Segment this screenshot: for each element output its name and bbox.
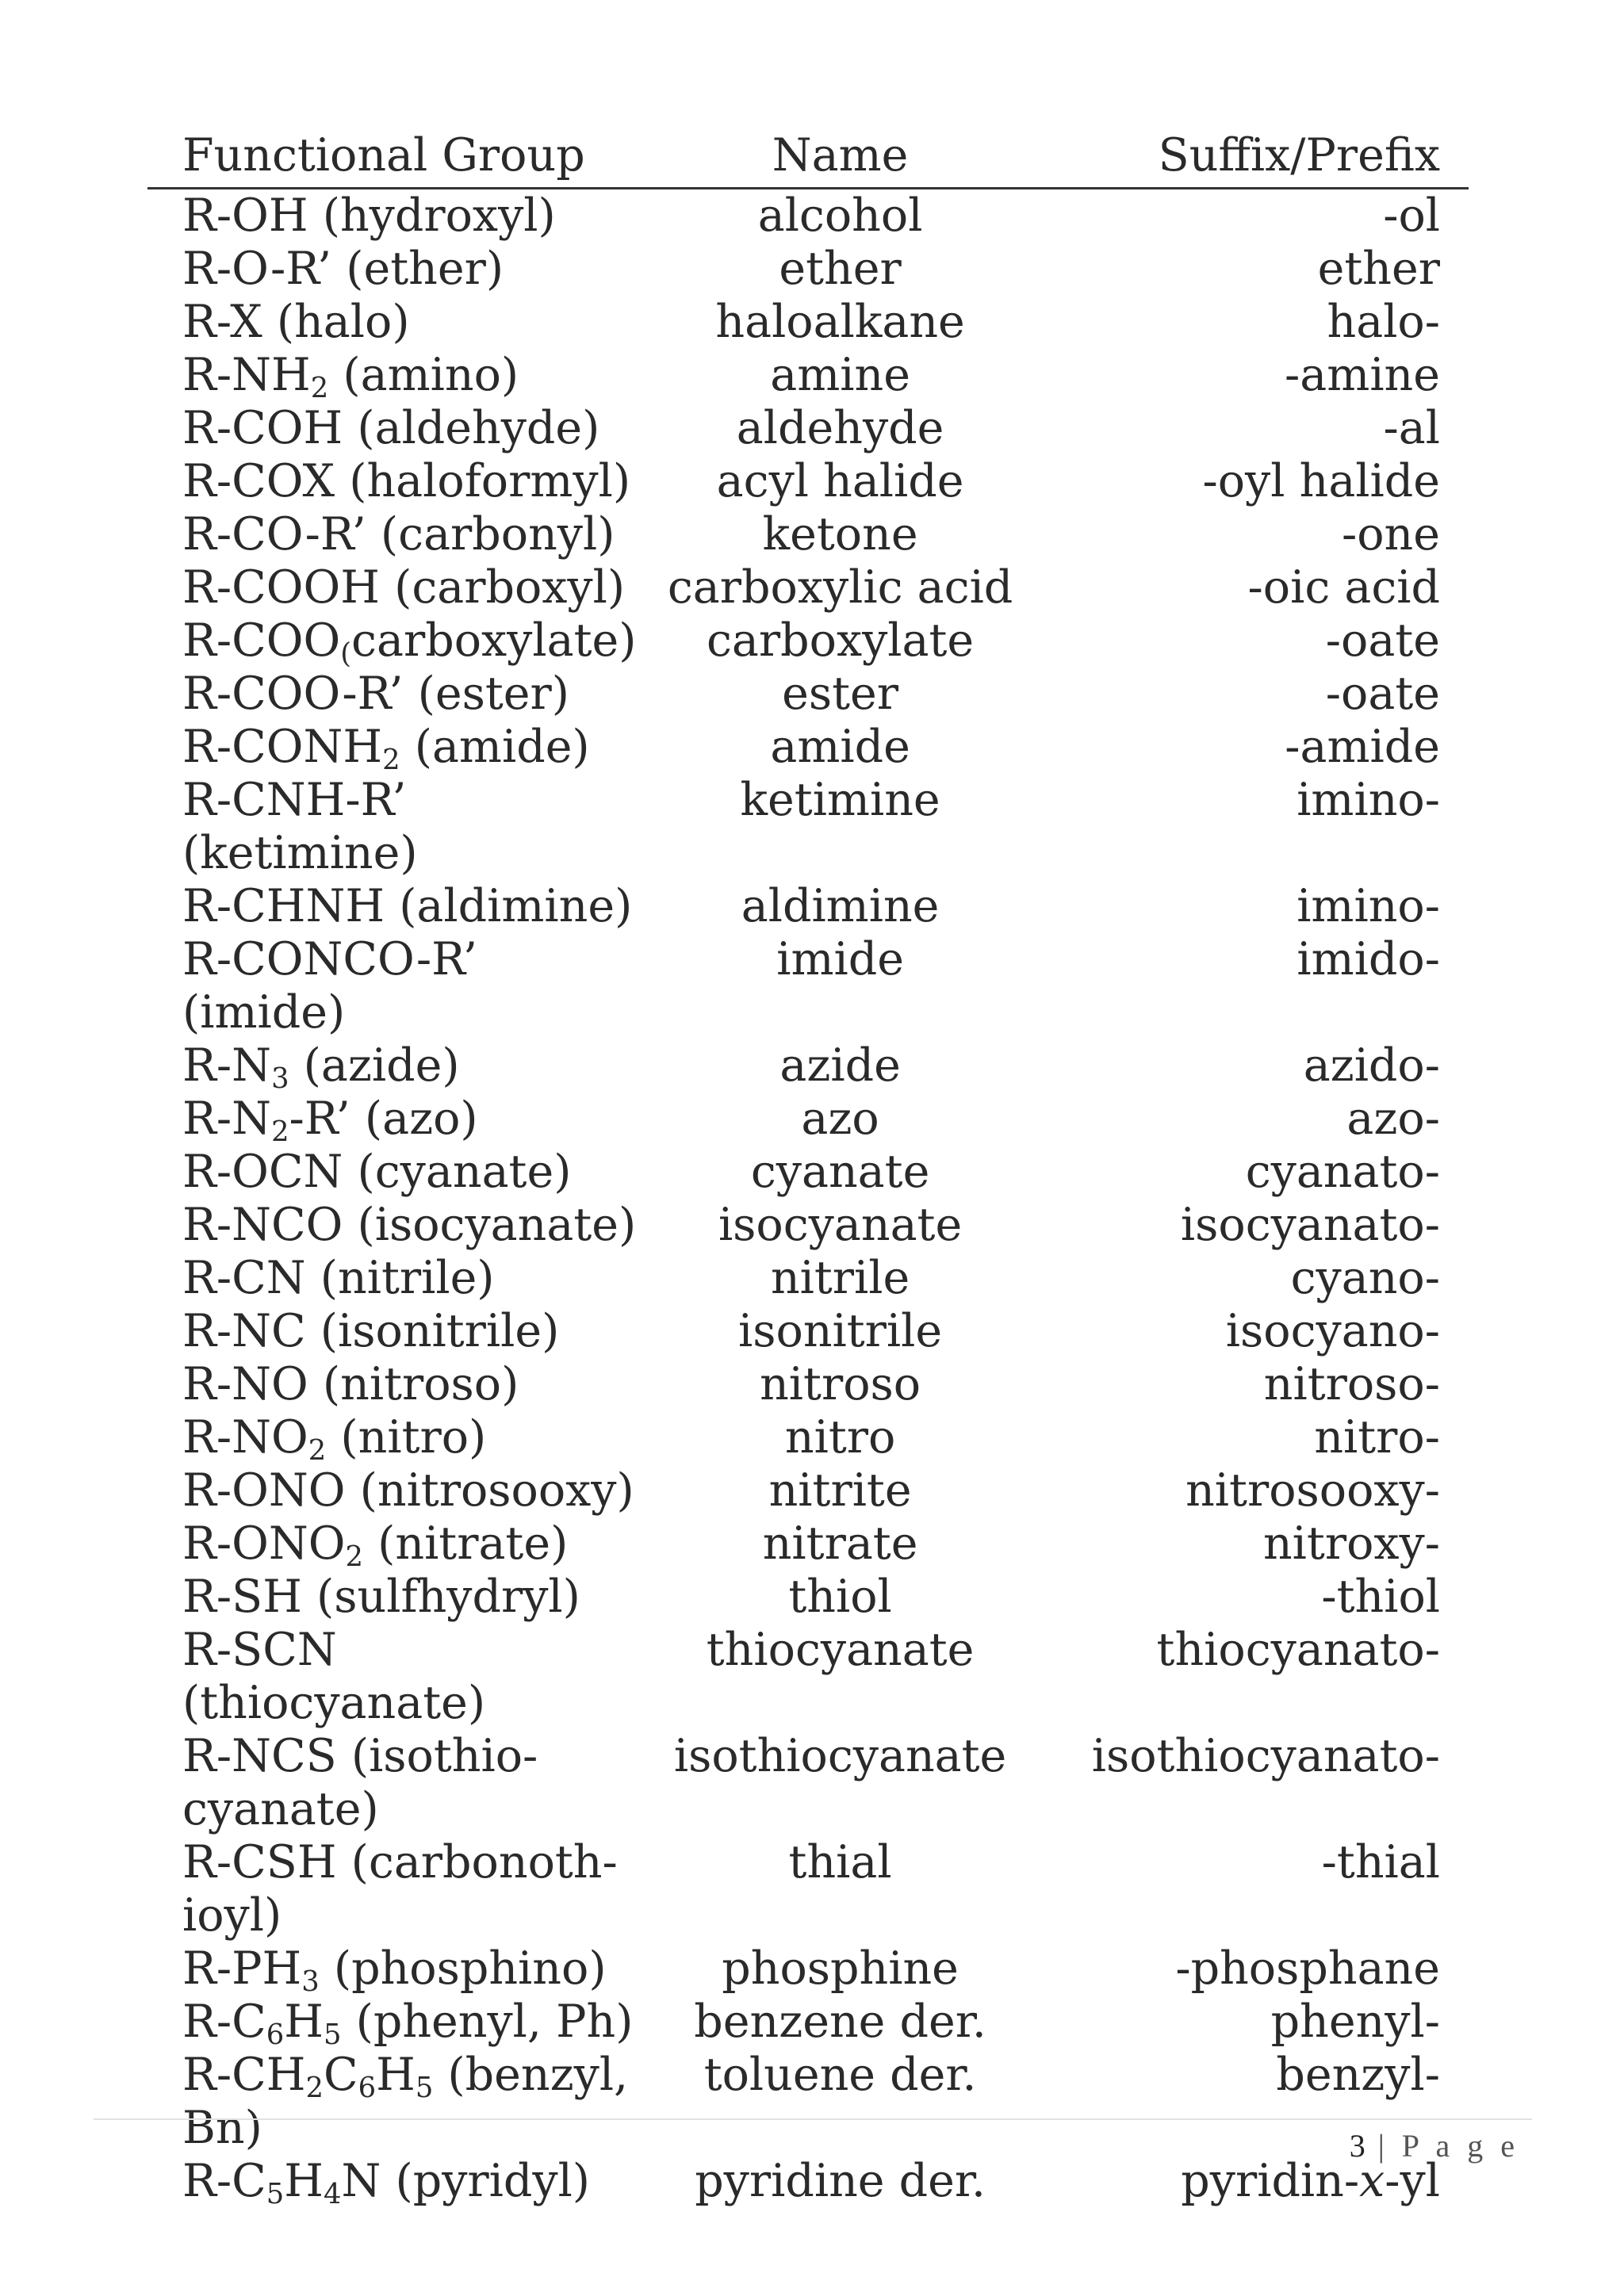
functional-group-table — [147, 126, 1469, 2208]
functional-group-cell: R-COO-R’ (ester) — [182, 668, 569, 720]
name-cell: nitrile — [770, 1252, 910, 1304]
affix-cell: imino- — [1297, 880, 1440, 932]
affix-cell: cyano- — [1290, 1252, 1440, 1304]
name-cell: phosphine — [722, 1942, 959, 1995]
table-row — [147, 1358, 1469, 1411]
table-row — [147, 349, 1469, 402]
name-cell: ketimine — [740, 774, 940, 826]
table-row — [147, 243, 1469, 296]
affix-cell: -ol — [1383, 189, 1440, 242]
table-row — [147, 668, 1469, 721]
functional-group-cell: $R-ONO_2$ (nitrate) — [182, 1517, 569, 1573]
name-cell: thiol — [788, 1571, 892, 1623]
name-cell: nitrite — [768, 1464, 912, 1517]
name-cell: isonitrile — [738, 1305, 943, 1357]
name-cell: aldehyde — [736, 402, 944, 454]
affix-cell: thiocyanato- — [1156, 1624, 1440, 1676]
name-cell: azide — [779, 1039, 901, 1092]
column-header-name: Name — [650, 126, 1029, 189]
table-row — [147, 1730, 1469, 1836]
table-row — [147, 2049, 1469, 2155]
functional-group-cell: $R-NH_2$ (amino) — [182, 349, 519, 404]
affix-cell: nitroxy- — [1262, 1517, 1440, 1570]
table-row — [147, 1836, 1469, 1942]
table-row — [147, 1996, 1469, 2049]
affix-cell: imido- — [1297, 933, 1440, 985]
name-cell: amine — [770, 349, 910, 401]
functional-group-cell: $R-PH_3$ (phosphino) — [182, 1942, 607, 1998]
affix-cell: -al — [1383, 402, 1440, 454]
functional-group-cell: R-O-R’ (ether) — [182, 243, 504, 295]
affix-cell: pyridin-x-yl — [1181, 2155, 1440, 2207]
functional-group-cell: R-NCO (isocyanate) — [182, 1199, 637, 1251]
affix-cell: benzyl- — [1276, 2049, 1440, 2101]
affix-cell: -oyl halide — [1202, 455, 1440, 507]
page-footer — [1350, 2127, 1519, 2164]
affix-cell: -oic acid — [1247, 561, 1440, 614]
functional-group-cell: R-NC (isonitrile) — [182, 1305, 560, 1357]
affix-cell: -one — [1341, 508, 1440, 561]
column-header-functional-group: Functional Group — [147, 126, 650, 189]
affix-cell: -phosphane — [1175, 1942, 1440, 1995]
affix-cell: cyanato- — [1245, 1146, 1440, 1198]
functional-group-cell: R-CN (nitrile) — [182, 1252, 495, 1304]
name-cell: thiocyanate — [706, 1624, 975, 1676]
functional-group-cell: R-SH (sulfhydryl) — [182, 1571, 580, 1623]
functional-group-cell: R-SCN (thiocyanate) — [182, 1624, 486, 1729]
table-row — [147, 1146, 1469, 1199]
affix-cell: nitroso- — [1263, 1358, 1440, 1410]
table-row — [147, 1093, 1469, 1146]
column-header-suffix-prefix: Suffix/Prefix — [1030, 126, 1469, 189]
table-row — [147, 2155, 1469, 2208]
name-cell: nitrate — [762, 1517, 918, 1570]
affix-cell: azido- — [1303, 1039, 1440, 1092]
affix-cell: isothiocyanato- — [1091, 1730, 1440, 1782]
functional-group-cell: $R-NO_2$ (nitro) — [182, 1411, 487, 1467]
functional-group-cell: $R-N_2-R$’ (azo) — [182, 1093, 478, 1148]
name-cell: acyl halide — [716, 455, 964, 507]
affix-cell: isocyano- — [1225, 1305, 1440, 1357]
name-cell: toluene der. — [703, 2049, 977, 2101]
name-cell: ketone — [762, 508, 918, 561]
name-cell: carboxylic acid — [667, 561, 1013, 614]
table-row — [147, 614, 1469, 668]
affix-cell: -oate — [1325, 614, 1440, 667]
functional-group-cell: R-COOH (carboxyl) — [182, 561, 626, 614]
name-cell: ether — [779, 243, 902, 295]
name-cell: imide — [776, 933, 904, 985]
table-header-row — [147, 126, 1469, 189]
table-row — [147, 1252, 1469, 1305]
affix-cell: -thial — [1321, 1836, 1440, 1888]
page-number: 3 — [1349, 2128, 1365, 2164]
name-cell: isocyanate — [718, 1199, 963, 1251]
functional-group-cell: R-CHNH (aldimine) — [182, 880, 633, 932]
name-cell: benzene der. — [694, 1996, 986, 2048]
footer-separator: | — [1377, 2128, 1389, 2164]
affix-cell: isocyanato- — [1180, 1199, 1440, 1251]
table-row — [147, 296, 1469, 349]
table-row — [147, 774, 1469, 880]
functional-group-cell: R-OH (hydroxyl) — [182, 189, 556, 242]
table-row — [147, 402, 1469, 455]
affix-cell: nitrosooxy- — [1185, 1464, 1440, 1517]
table-row — [147, 455, 1469, 508]
name-cell: azo — [801, 1093, 879, 1145]
name-cell: alcohol — [757, 189, 923, 242]
functional-group-cell: R-CO-R’ (carbonyl) — [182, 508, 615, 561]
table-row — [147, 1305, 1469, 1358]
functional-group-cell: R-NO (nitroso) — [182, 1358, 519, 1410]
table-row — [147, 880, 1469, 933]
name-cell: nitroso — [760, 1358, 921, 1410]
affix-cell: -oate — [1325, 668, 1440, 720]
functional-group-cell: R-COH (aldehyde) — [182, 402, 600, 454]
functional-group-cell: R-CNH-R’ (ketimine) — [182, 774, 418, 879]
functional-group-cell: $R-CH_2C_6H_5$ (benzyl, Bn) — [182, 2049, 629, 2154]
functional-group-cell: $R-CONH_2$ (amide) — [182, 721, 590, 776]
name-cell: ester — [782, 668, 899, 720]
table-row — [147, 1464, 1469, 1517]
name-cell: pyridine der. — [695, 2155, 986, 2207]
table-row — [147, 1942, 1469, 1996]
table-row — [147, 189, 1469, 243]
functional-group-cell: $R-C_6H_5$ (phenyl, Ph) — [182, 1996, 634, 2051]
functional-group-cell: R-NCS (isothio- cyanate) — [182, 1730, 538, 1835]
functional-group-cell: R-CSH (carbonoth- ioyl) — [182, 1836, 618, 1942]
affix-cell: ether — [1317, 243, 1440, 295]
functional-group-cell: $R-C_5H_4N$ (pyridyl) — [182, 2155, 591, 2210]
affix-cell: -amide — [1285, 721, 1440, 773]
table-row — [147, 1517, 1469, 1571]
name-cell: cyanate — [750, 1146, 930, 1198]
functional-group-cell: $R-COO_(carboxylate$) — [182, 614, 637, 670]
table-body — [147, 189, 1469, 2209]
name-cell: aldimine — [741, 880, 940, 932]
affix-cell: nitro- — [1314, 1411, 1440, 1464]
functional-group-cell: R-CONCO-R’ (imide) — [182, 933, 478, 1039]
functional-group-cell: R-OCN (cyanate) — [182, 1146, 572, 1198]
name-cell: thial — [788, 1836, 892, 1888]
affix-cell: -thiol — [1321, 1571, 1440, 1623]
table-row — [147, 1411, 1469, 1464]
affix-cell: phenyl- — [1270, 1996, 1440, 2048]
affix-cell: azo- — [1346, 1093, 1440, 1145]
page-label: P a g e — [1401, 2128, 1519, 2164]
affix-cell: halo- — [1327, 296, 1440, 348]
table-row — [147, 561, 1469, 614]
affix-cell: -amine — [1285, 349, 1440, 401]
functional-group-cell: R-ONO (nitrosooxy) — [182, 1464, 634, 1517]
table-row — [147, 721, 1469, 774]
functional-group-cell: $R-N_3$ (azide) — [182, 1039, 460, 1095]
footer-divider — [94, 2118, 1532, 2120]
table-row — [147, 933, 1469, 1039]
affix-cell: imino- — [1297, 774, 1440, 826]
name-cell: isothiocyanate — [673, 1730, 1007, 1782]
table-row — [147, 508, 1469, 561]
table-row — [147, 1039, 1469, 1093]
functional-group-cell: R-COX (haloformyl) — [182, 455, 631, 507]
name-cell: nitro — [784, 1411, 896, 1464]
name-cell: carboxylate — [707, 614, 975, 667]
table-row — [147, 1199, 1469, 1252]
table-row — [147, 1624, 1469, 1730]
name-cell: amide — [770, 721, 910, 773]
name-cell: haloalkane — [715, 296, 965, 348]
table-row — [147, 1571, 1469, 1624]
functional-group-cell: R-X (halo) — [182, 296, 410, 348]
